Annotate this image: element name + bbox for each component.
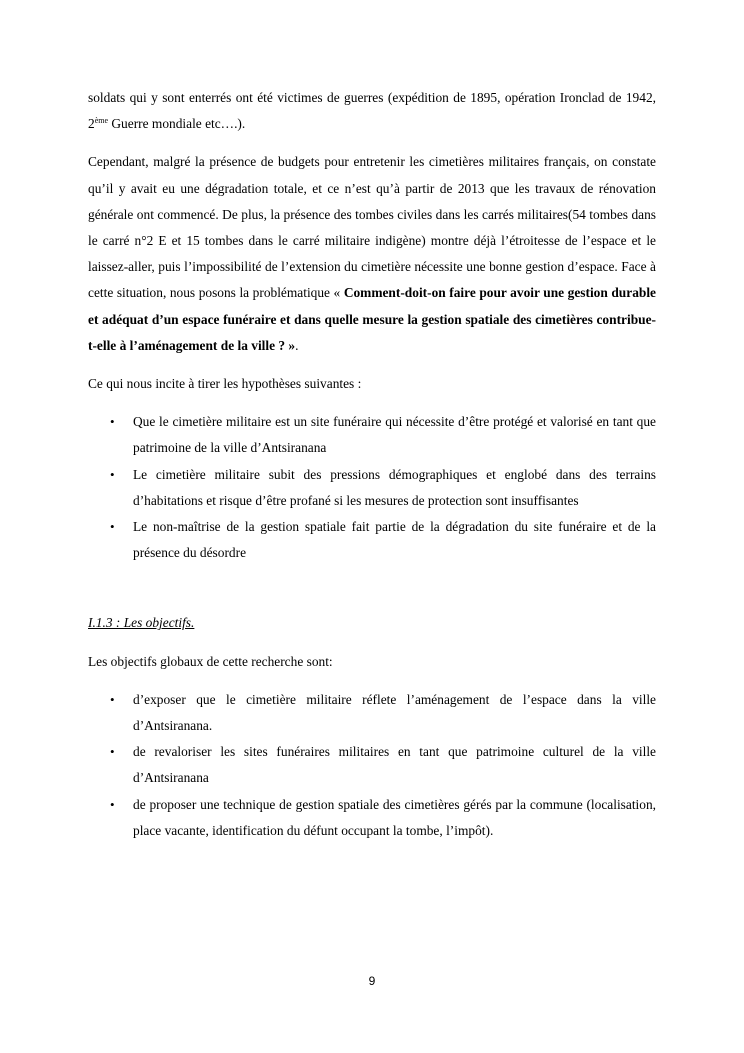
page-number: 9: [368, 974, 376, 988]
superscript-eme: ème: [94, 116, 109, 126]
hypotheses-list: [88, 409, 656, 566]
paragraph-soldats-end: Guerre mondiale etc….).: [108, 116, 246, 132]
list-item-text: de proposer une technique de gestion spatiale des cimetières gérés par la commune (localisation, place vacante, identification du défunt occupant la tombe, l’impôt).: [133, 796, 656, 838]
list-item: [88, 687, 656, 739]
list-item: [88, 514, 656, 566]
list-item: [88, 739, 656, 791]
paragraph-objectifs-intro: Les objectifs globaux de cette recherche sont:: [88, 653, 333, 669]
list-item-text: d’exposer que le cimetière militaire réflete l’aménagement de l’espace dans la ville d’Antsiranana.: [133, 691, 656, 734]
paragraph-hypotheses-intro: Ce qui nous incite à tirer les hypothèses suivantes :: [88, 376, 362, 392]
paragraph-problematique-end: .: [295, 337, 299, 353]
paragraph-problematique: [88, 149, 656, 359]
list-item-text: Que le cimetière militaire est un site funéraire qui nécessite d’être protégé et valorisé en tant que patrimoine de la ville d’Antsiranana: [133, 414, 656, 456]
page-body: [88, 85, 656, 856]
list-item: [88, 792, 656, 844]
list-item: [88, 462, 656, 514]
list-item-text: Le cimetière militaire subit des pressions démographiques et englobé dans des terrains d’habitations et risque d’être profané si les mesures de protection sont insuffisantes: [133, 466, 656, 508]
bullet-icon: •: [110, 744, 115, 760]
list-item-text: de revaloriser les sites funéraires militaires en tant que patrimoine culturel de la ville d’Antsiranana: [133, 744, 656, 786]
objectives-list: [88, 687, 656, 844]
bullet-icon: •: [110, 796, 115, 812]
bullet-icon: •: [110, 691, 115, 707]
bullet-icon: •: [110, 414, 115, 430]
list-item: [88, 409, 656, 461]
paragraph-soldats: [88, 85, 656, 137]
bullet-icon: •: [110, 466, 115, 482]
section-heading: I.1.3 : Les objectifs.: [88, 615, 195, 631]
list-item-text: Le non-maîtrise de la gestion spatiale fait partie de la dégradation du site funéraire et de la présence du désordre: [133, 519, 656, 561]
paragraph-problematique-text: Cependant, malgré la présence de budgets pour entretenir les cimetières militaires français, on constate qu’il y avait eu une dégradation totale, et ce n’est qu’à partir de 2013 que les travaux de rénovation générale ont commencé. De plus, la présence des tombes civiles dans les carrés militaires(54 tombes dans le carré n°2 E et 15 tombes dans le carré militaire indigène) montre déjà l’étroitesse de l’espace et le laissez-aller, puis l’impossibilité de l’extension du cimetière nécessite une bonne gestion d’espace. Face à cette situation, nous posons la problématique «: [88, 154, 656, 301]
bullet-icon: •: [110, 519, 115, 535]
problematique-question: Comment-doit-on faire pour avoir une gestion durable et adéquat d’un espace funéraire et dans quelle mesure la gestion spatiale des cimetières contribue-t-elle à l’aménagement de la ville ? »: [88, 285, 656, 353]
paragraph-soldats-text: soldats qui y sont enterrés ont été victimes de guerres (expédition de 1895, opération Ironclad de 1942, 2: [88, 90, 656, 132]
